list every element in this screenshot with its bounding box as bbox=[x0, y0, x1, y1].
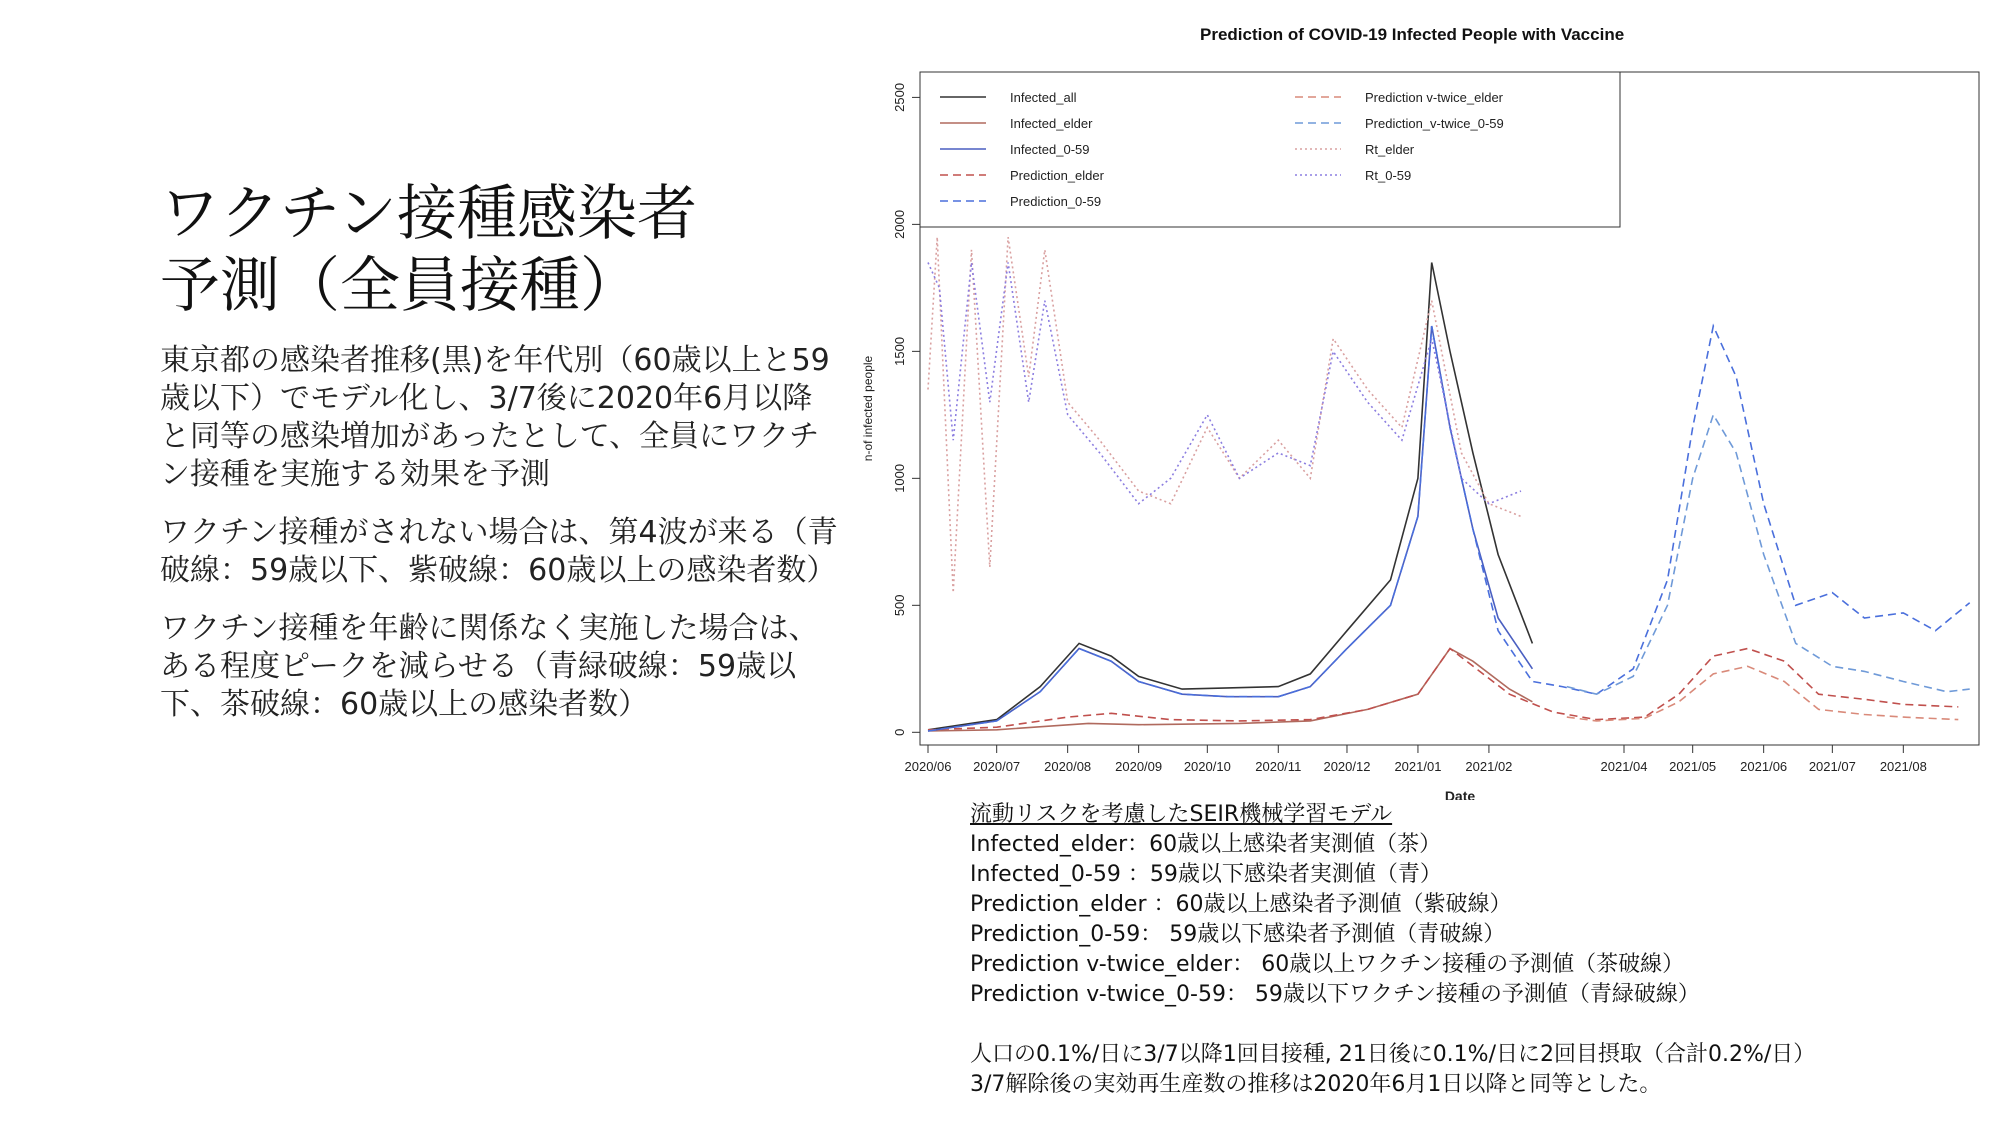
notes-line: Prediction v-twice_0-59： 59歳以下ワクチン接種の予測値（青緑破線） bbox=[970, 982, 1700, 1007]
slide-title bbox=[160, 178, 840, 322]
y-axis-label: n-of infected people bbox=[861, 355, 875, 462]
x-tick-label: 2021/06 bbox=[1740, 759, 1788, 774]
x-tick-label: 2020/09 bbox=[1115, 759, 1163, 774]
x-tick-label: 2021/02 bbox=[1465, 759, 1513, 774]
description-paragraph: 東京都の感染者推移(黒)を年代別（60歳以上と59歳以下）でモデル化し、3/7後に2020年6月以降と同等の感染増加があったとして、全員にワクチン接種を実施する効果を予測 bbox=[160, 343, 830, 492]
legend-label: Prediction v-twice_elder bbox=[1365, 90, 1504, 105]
x-tick-label: 2021/07 bbox=[1808, 759, 1856, 774]
description-paragraph: ワクチン接種がされない場合は、第4波が来る（青破線：59歳以下、紫破線：60歳以上の感染者数） bbox=[160, 515, 838, 588]
description bbox=[160, 342, 840, 744]
notes-heading: 流動リスクを考慮したSEIR機械学習モデル bbox=[970, 802, 1393, 827]
y-tick-label: 1500 bbox=[892, 336, 907, 366]
notes-line: Prediction_elder ：60歳以上感染者予測値（紫破線） bbox=[970, 892, 1512, 917]
model-notes bbox=[970, 800, 1815, 1100]
y-tick-label: 2000 bbox=[892, 209, 907, 239]
x-tick-label: 2021/08 bbox=[1879, 759, 1927, 774]
series-line bbox=[928, 649, 1958, 730]
chart-title: Prediction of COVID-19 Infected People with Vaccine bbox=[1200, 25, 1625, 44]
y-tick-label: 2500 bbox=[892, 82, 907, 112]
series-line bbox=[928, 263, 1521, 504]
x-tick-label: 2020/12 bbox=[1323, 759, 1371, 774]
legend-label: Infected_0-59 bbox=[1010, 142, 1090, 157]
x-tick-label: 2021/05 bbox=[1669, 759, 1717, 774]
y-tick-label: 500 bbox=[892, 594, 907, 617]
y-tick-label: 1000 bbox=[892, 463, 907, 493]
notes-line: Prediction v-twice_elder： 60歳以上ワクチン接種の予測値（茶破線） bbox=[970, 952, 1685, 977]
x-axis-label: Date bbox=[1444, 788, 1476, 800]
series-line bbox=[928, 326, 1970, 731]
legend-label: Rt_elder bbox=[1365, 142, 1415, 157]
notes-line: Infected_elder：60歳以上感染者実測値（茶） bbox=[970, 832, 1442, 857]
notes-footer-line: 人口の0.1%/日に3/7以降1回目接種, 21日後に0.1%/日に2回目摂取（合計0.2%/日） bbox=[970, 1042, 1816, 1067]
notes-spacer bbox=[970, 1010, 1815, 1040]
x-tick-label: 2020/10 bbox=[1183, 759, 1231, 774]
legend-label: Infected_all bbox=[1010, 90, 1077, 105]
y-tick-label: 0 bbox=[892, 728, 907, 736]
series-line bbox=[1567, 415, 1970, 694]
notes-line: Prediction_0-59： 59歳以下感染者予測値（青破線） bbox=[970, 922, 1506, 947]
x-tick-label: 2020/07 bbox=[973, 759, 1021, 774]
x-tick-label: 2020/06 bbox=[904, 759, 952, 774]
legend-label: Prediction_v-twice_0-59 bbox=[1365, 116, 1504, 131]
legend-label: Rt_0-59 bbox=[1365, 168, 1412, 183]
covid-prediction-chart bbox=[860, 50, 1980, 800]
legend-label: Prediction_0-59 bbox=[1010, 194, 1102, 209]
x-tick-label: 2021/01 bbox=[1394, 759, 1442, 774]
x-tick-label: 2021/04 bbox=[1600, 759, 1648, 774]
series-line bbox=[1567, 666, 1959, 721]
slide-title-line1: ワクチン接種感染者 bbox=[160, 179, 697, 249]
slide-title-line2: 予測（全員接種） bbox=[160, 251, 640, 321]
legend-label: Infected_elder bbox=[1010, 116, 1093, 131]
series-line bbox=[928, 237, 1521, 592]
legend-label: Prediction_elder bbox=[1010, 168, 1104, 183]
x-tick-label: 2020/08 bbox=[1044, 759, 1092, 774]
notes-footer-line: 3/7解除後の実効再生産数の推移は2020年6月1日以降と同等とした。 bbox=[970, 1072, 1662, 1097]
description-paragraph: ワクチン接種を年齢に関係なく実施した場合は、ある程度ピークを減らせる（青緑破線：59歳以下、茶破線：60歳以上の感染者数） bbox=[160, 611, 819, 722]
notes-line: Infected_0-59 ：59歳以下感染者実測値（青） bbox=[970, 862, 1442, 887]
x-tick-label: 2020/11 bbox=[1255, 759, 1302, 774]
